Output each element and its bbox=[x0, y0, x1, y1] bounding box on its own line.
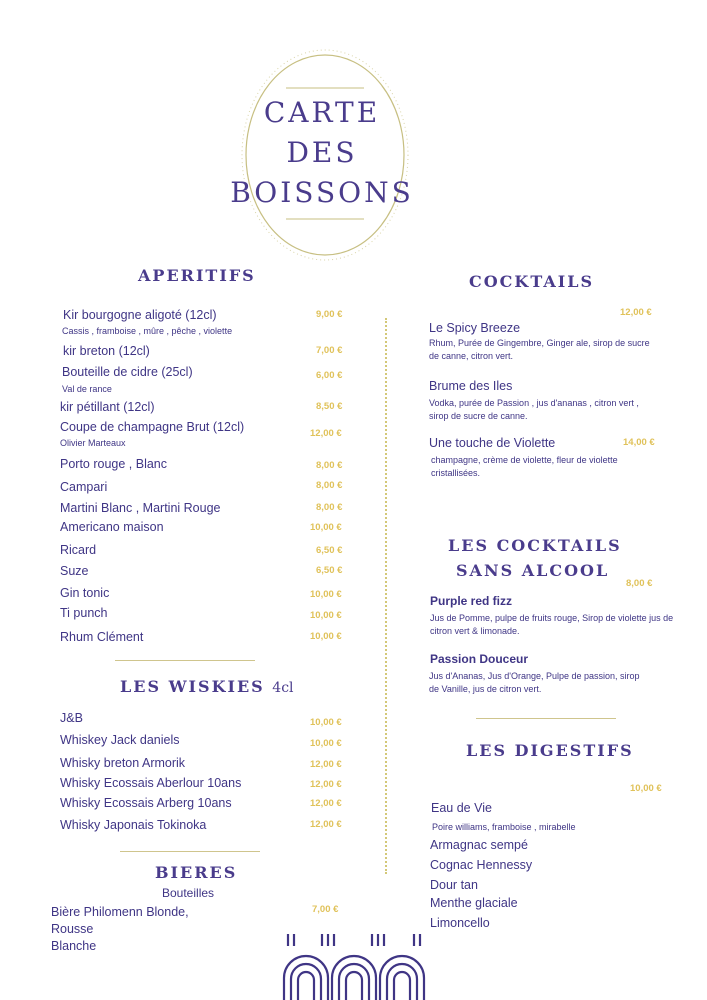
mocktail-desc: Jus d'Ananas, Jus d'Orange, Pulpe de passion, sirop de Vanille, jus de citron vert. bbox=[429, 671, 640, 694]
digestif-name: Armagnac sempé bbox=[430, 838, 528, 852]
aperitif-name: Ricard bbox=[60, 543, 97, 557]
whisky-price: 10,00 € bbox=[310, 717, 342, 728]
biere-line: Rousse bbox=[51, 922, 94, 936]
column-divider bbox=[385, 318, 387, 874]
aperitif-name: Bouteille de cidre (25cl) bbox=[62, 365, 193, 379]
aperitif-price: 8,00 € bbox=[316, 460, 343, 471]
title-line-3: BOISSONS bbox=[230, 176, 414, 209]
cocktails-title: COCKTAILS bbox=[469, 272, 595, 291]
digestif-name: Limoncello bbox=[430, 916, 490, 930]
page-title bbox=[230, 93, 472, 213]
aperitif-sub: Val de rance bbox=[62, 384, 112, 394]
decorative-arches bbox=[282, 932, 426, 1000]
aperitif-price: 10,00 € bbox=[310, 631, 342, 642]
mocktail-name: Purple red fizz bbox=[430, 594, 513, 608]
aperitif-name: Ti punch bbox=[60, 606, 108, 620]
digestif-name: Eau de Vie bbox=[431, 801, 492, 815]
whisky-price: 12,00 € bbox=[310, 779, 342, 790]
aperitif-name: Martini Blanc , Martini Rouge bbox=[60, 501, 221, 515]
cocktails-price: 12,00 € bbox=[620, 307, 652, 318]
sans-alcool-title-2: SANS ALCOOL bbox=[456, 561, 610, 580]
biere-line: Bière Philomenn Blonde, bbox=[51, 905, 189, 919]
title-line-1: CARTE bbox=[263, 96, 381, 129]
aperitif-price: 9,00 € bbox=[316, 309, 343, 320]
wiskies-unit: 4cl bbox=[272, 680, 294, 696]
aperitif-name: Gin tonic bbox=[60, 586, 110, 600]
whisky-price: 12,00 € bbox=[310, 798, 342, 809]
cocktail-price: 14,00 € bbox=[623, 437, 655, 448]
aperitif-name: Porto rouge , Blanc bbox=[60, 457, 168, 471]
aperitif-price: 10,00 € bbox=[310, 610, 342, 621]
aperitif-price: 10,00 € bbox=[310, 589, 342, 600]
aperitif-name: Coupe de champagne Brut (12cl) bbox=[60, 420, 245, 434]
cocktail-desc: Rhum, Purée de Gingembre, Ginger ale, sirop de sucre de canne, citron vert. bbox=[429, 338, 650, 361]
aperitif-name: Campari bbox=[60, 480, 108, 494]
section-divider bbox=[115, 660, 255, 661]
whisky-price: 12,00 € bbox=[310, 759, 342, 770]
digestif-name: Cognac Hennessy bbox=[430, 858, 533, 872]
aperitif-name: Suze bbox=[60, 564, 89, 578]
digestif-name: Dour tan bbox=[430, 878, 478, 892]
sans-alcool-title-1: LES COCKTAILS bbox=[448, 536, 622, 555]
aperitif-sub: Olivier Marteaux bbox=[60, 438, 126, 448]
aperitif-price: 6,50 € bbox=[316, 545, 343, 556]
cocktail-name: Brume des Iles bbox=[429, 379, 513, 393]
cocktail-name: Une touche de Violette bbox=[429, 436, 556, 450]
whisky-price: 12,00 € bbox=[310, 819, 342, 830]
aperitif-price: 8,00 € bbox=[316, 480, 343, 491]
aperitif-name: Rhum Clément bbox=[60, 630, 144, 644]
whisky-name: Whisky Japonais Tokinoka bbox=[60, 818, 207, 832]
section-divider bbox=[120, 851, 260, 852]
biere-price: 7,00 € bbox=[312, 904, 339, 915]
biere-line: Blanche bbox=[51, 939, 97, 953]
mocktail-name: Passion Douceur bbox=[430, 652, 529, 666]
bieres-title: BIERES bbox=[155, 863, 238, 882]
title-line-2: DES bbox=[286, 136, 358, 169]
aperitif-name: kir pétillant (12cl) bbox=[60, 400, 155, 414]
aperitif-name: Americano maison bbox=[60, 520, 164, 534]
aperitif-name: kir breton (12cl) bbox=[63, 344, 150, 358]
digestifs-title: LES DIGESTIFS bbox=[466, 741, 634, 760]
cocktail-desc: champagne, crème de violette, fleur de violette cristallisées. bbox=[431, 455, 618, 478]
aperitif-price: 6,50 € bbox=[316, 565, 343, 576]
section-divider bbox=[476, 718, 616, 719]
mocktail-desc: Jus de Pomme, pulpe de fruits rouge, Sirop de violette jus de citron vert & limonade. bbox=[430, 613, 674, 636]
cocktail-desc: Vodka, purée de Passion , jus d'ananas , citron vert , sirop de sucre de canne. bbox=[429, 398, 639, 421]
cocktail-name: Le Spicy Breeze bbox=[429, 321, 521, 335]
whisky-name: Whisky breton Armorik bbox=[60, 756, 186, 770]
digestifs-price: 10,00 € bbox=[630, 783, 662, 794]
wiskies-title bbox=[120, 677, 294, 696]
aperitif-price: 10,00 € bbox=[310, 522, 342, 533]
digestif-sub: Poire williams, framboise , mirabelle bbox=[432, 822, 576, 832]
whisky-name: Whiskey Jack daniels bbox=[60, 733, 180, 747]
aperitif-name: Kir bourgogne aligoté (12cl) bbox=[63, 308, 217, 322]
aperitif-price: 8,50 € bbox=[316, 401, 343, 412]
aperitif-price: 6,00 € bbox=[316, 370, 343, 381]
whisky-name: Whisky Ecossais Arberg 10ans bbox=[60, 796, 232, 810]
aperitif-price: 12,00 € bbox=[310, 428, 342, 439]
digestif-name: Menthe glaciale bbox=[430, 896, 518, 910]
bieres-subtitle: Bouteilles bbox=[162, 886, 215, 900]
aperitif-price: 8,00 € bbox=[316, 502, 343, 513]
aperitifs-title: APERITIFS bbox=[138, 266, 256, 285]
aperitif-sub: Cassis , framboise , mûre , pêche , violette bbox=[62, 326, 233, 336]
aperitif-price: 7,00 € bbox=[316, 345, 343, 356]
wiskies-title-text: LES WISKIES bbox=[120, 677, 265, 696]
whisky-name: Whisky Ecossais Aberlour 10ans bbox=[60, 776, 242, 790]
sans-alcool-price: 8,00 € bbox=[626, 578, 653, 589]
whisky-name: J&B bbox=[60, 711, 83, 725]
whisky-price: 10,00 € bbox=[310, 738, 342, 749]
